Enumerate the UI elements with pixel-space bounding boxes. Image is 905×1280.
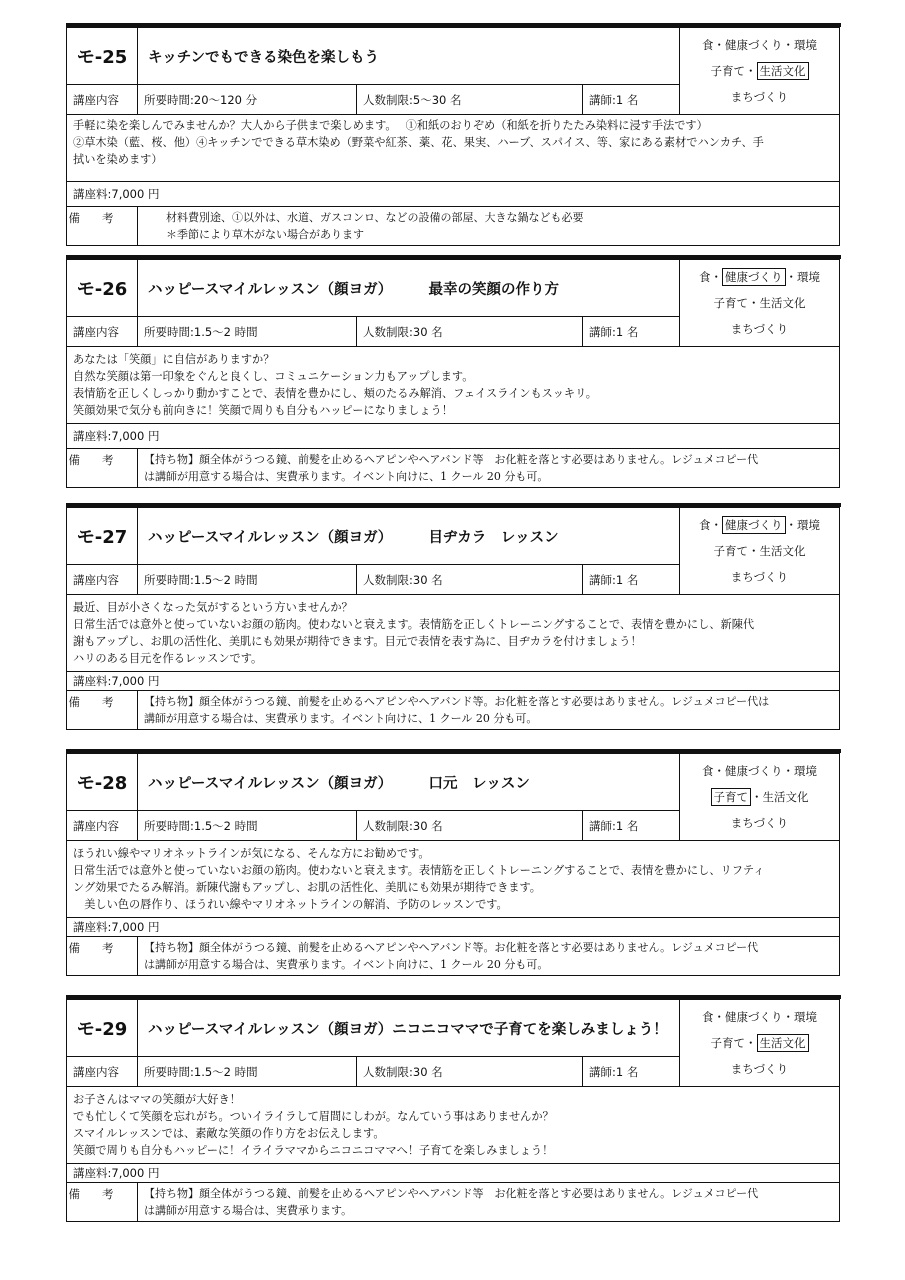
instructor-count: 講師:1 名 [589, 324, 639, 339]
remarks-line: は講師が用意する場合は、実費承ります。イベント向けに、1 クール 20 分も可。 [144, 470, 549, 483]
course-header [67, 1000, 839, 1087]
instructor-count: 講師:1 名 [589, 818, 639, 833]
info-label: 講座内容 [67, 565, 138, 594]
category-selected: 健康づくり [722, 516, 786, 534]
category-line-3: まちづくり [730, 570, 789, 584]
remarks-label: 備考 [67, 691, 138, 729]
remarks-text [138, 207, 839, 245]
description-line: あなたは「笑顔」に自信がありますか？ [73, 353, 275, 366]
remarks-row [67, 1183, 839, 1221]
category-box [680, 28, 839, 114]
remarks-text [138, 691, 839, 729]
course-fee: 講座料:7,000 円 [67, 918, 839, 937]
info-label: 講座内容 [67, 1057, 138, 1086]
category-line-1 [699, 268, 820, 286]
course-fee: 講座料:7,000 円 [67, 182, 839, 207]
remarks-line: 【持ち物】顔全体がうつる鏡、前髪を止めるヘアピンやヘアバンド等 お化粧を落とす必要はありません。レジュメコピー代 [144, 453, 759, 466]
course-fee: 講座料:7,000 円 [67, 672, 839, 691]
remarks-line: 材料費別途、①以外は、水道、ガスコンロ、などの設備の部屋、大きな鍋なども必要 [144, 211, 584, 224]
description-line: スマイルレッスンでは、素敵な笑顔の作り方をお伝えします。 [73, 1127, 385, 1140]
remarks-row [67, 207, 839, 245]
capacity: 人数制限:30 名 [357, 1057, 583, 1086]
remarks-line: は講師が用意する場合は、実費承ります。 [144, 1204, 353, 1217]
remarks-label: 備考 [67, 207, 138, 245]
course-title: ハッピースマイルレッスン（顔ヨガ） 目ヂカラ レッスン [148, 529, 559, 546]
duration: 所要時間:20～120 分 [138, 85, 357, 114]
category-selected: 生活文化 [757, 62, 809, 80]
category-line-1: 食・健康づくり・環境 [702, 38, 817, 52]
course-title: ハッピースマイルレッスン（顔ヨガ） 最幸の笑顔の作り方 [148, 281, 559, 298]
description-line: 日常生活では意外と使っていないお顔の筋肉。使わないと衰えます。表情筋を正しくトレーニングすることで、表情を豊かにし、リフティ [73, 864, 765, 877]
info-label: 講座内容 [67, 85, 138, 114]
remarks-row [67, 449, 839, 487]
duration: 所要時間:1.5～2 時間 [138, 1057, 357, 1086]
category-text: ・環境 [785, 518, 820, 532]
course-code: モ-29 [67, 1000, 138, 1056]
capacity: 人数制限:5～30 名 [357, 85, 583, 114]
remarks-label: 備考 [67, 1183, 138, 1221]
category-text: 食・ [699, 270, 722, 284]
course-header [67, 508, 839, 595]
description-line: 笑顔で周りも自分もハッピーに！イライラママからニコニコママへ！子育てを楽しみましょう！ [73, 1144, 554, 1157]
remarks-row [67, 937, 839, 975]
capacity: 人数制限:30 名 [357, 565, 583, 594]
category-line-2 [711, 62, 809, 80]
category-line-3: まちづくり [730, 1062, 789, 1076]
course-title: ハッピースマイルレッスン（顔ヨガ） 口元 レッスン [148, 775, 530, 792]
course-fee: 講座料:7,000 円 [67, 1164, 839, 1183]
course-title: キッチンでもできる染色を楽しもう [148, 49, 379, 66]
description-line: 謝もアップし、お肌の活性化、美肌にも効果が期待できます。目元で表情を表す為に、目ヂカラを付けましょう！ [73, 635, 642, 648]
remarks-line: 【持ち物】顔全体がうつる鏡、前髪を止めるヘアピンやヘアバンド等 お化粧を落とす必要はありません。レジュメコピー代 [144, 1187, 759, 1200]
remarks-label: 備考 [67, 449, 138, 487]
course-card-mo29 [66, 999, 840, 1222]
course-card-mo25 [66, 27, 840, 246]
course-description [67, 347, 839, 424]
course-description [67, 595, 839, 672]
capacity: 人数制限:30 名 [357, 317, 583, 346]
category-selected: 健康づくり [722, 268, 786, 286]
instructor-count: 講師:1 名 [589, 1064, 639, 1079]
remarks-text [138, 449, 839, 487]
description-line: ほうれい線やマリオネットラインが気になる、そんな方にお勧めです。 [73, 847, 430, 860]
category-text: 食・ [699, 518, 722, 532]
course-header [67, 260, 839, 347]
category-selected: 子育て [711, 788, 752, 806]
category-text: 子育て・ [710, 64, 757, 78]
description-line: ②草木染（藍、桜、他）④キッチンでできる草木染め（野菜や紅茶、薬、花、果実、ハーブ、スパイス、等、家にある素材でハンカチ、手 [73, 136, 764, 149]
remarks-line: ＊季節により草木がない場合があります [144, 228, 364, 241]
category-line-2: 子育て・生活文化 [713, 296, 806, 310]
remarks-line: は講師が用意する場合は、実費承ります。イベント向けに、1 クール 20 分も可。 [144, 958, 549, 971]
remarks-text [138, 1183, 839, 1221]
capacity: 人数制限:30 名 [357, 811, 583, 840]
remarks-row [67, 691, 839, 729]
category-line-2 [711, 1034, 809, 1052]
instructor-count: 講師:1 名 [589, 92, 639, 107]
category-line-3: まちづくり [730, 90, 789, 104]
remarks-line: 【持ち物】顔全体がうつる鏡、前髪を止めるヘアピンやヘアバンド等。お化粧を落とす必要はありません。レジュメコピー代 [144, 941, 759, 954]
remarks-line: 講師が用意する場合は、実費承ります。イベント向けに、1 クール 20 分も可。 [144, 712, 538, 725]
course-description [67, 841, 839, 918]
course-header [67, 28, 839, 115]
description-line: ング効果でたるみ解消。新陳代謝もアップし、お肌の活性化、美肌にも効果が期待できます。 [73, 881, 541, 894]
category-box [680, 1000, 839, 1086]
course-title: ハッピースマイルレッスン（顔ヨガ）ニコニコママで子育てを楽しみましょう！ [148, 1021, 668, 1038]
course-code: モ-26 [67, 260, 138, 316]
remarks-line: 【持ち物】顔全体がうつる鏡、前髪を止めるヘアピンやヘアバンド等。お化粧を落とす必要はありません。レジュメコピー代は [144, 695, 770, 708]
category-line-1 [699, 516, 820, 534]
category-box [680, 260, 839, 346]
description-line: お子さんはママの笑顔が大好き！ [73, 1093, 241, 1106]
description-line: 日常生活では意外と使っていないお顔の筋肉。使わないと衰えます。表情筋を正しくトレーニングすることで、表情を豊かにし、新陳代 [73, 618, 755, 631]
category-text: 子育て・ [710, 1036, 757, 1050]
description-line: 自然な笑顔は第一印象をぐんと良くし、コミュニケーション力もアップします。 [73, 370, 474, 383]
description-line: でも忙しくて笑顔を忘れがち。ついイライラして眉間にしわが。なんていう事はありませんか？ [73, 1110, 554, 1123]
course-fee: 講座料:7,000 円 [67, 424, 839, 449]
course-card-mo28 [66, 753, 840, 976]
course-code: モ-28 [67, 754, 138, 810]
description-line: 最近、目が小さくなった気がするという方いませんか？ [73, 601, 353, 614]
category-text: ・環境 [785, 270, 820, 284]
course-code: モ-25 [67, 28, 138, 84]
duration: 所要時間:1.5～2 時間 [138, 811, 357, 840]
description-line: 手軽に染を楽しんでみませんか？大人から子供まで楽しめます。 ①和紙のおりぞめ（和紙を折りたたみ染料に浸す手法です） [73, 119, 708, 132]
course-description [67, 1087, 839, 1164]
description-line: 美しい色の唇作り、ほうれい線やマリオネットラインの解消、予防のレッスンです。 [73, 898, 508, 911]
info-label: 講座内容 [67, 317, 138, 346]
category-selected: 生活文化 [757, 1034, 809, 1052]
instructor-count: 講師:1 名 [589, 572, 639, 587]
category-line-3: まちづくり [730, 816, 789, 830]
description-line: 表情筋を正しくしっかり動かすことで、表情を豊かにし、頬のたるみ解消、フェイスラインもスッキリ。 [73, 387, 597, 400]
category-line-2 [711, 788, 809, 806]
course-card-mo26 [66, 259, 840, 488]
category-line-1: 食・健康づくり・環境 [702, 1010, 817, 1024]
course-code: モ-27 [67, 508, 138, 564]
course-description [67, 115, 839, 182]
description-line: 笑顔効果で気分も前向きに！笑顔で周りも自分もハッピーになりましょう！ [73, 404, 453, 417]
category-box [680, 754, 839, 840]
description-line: ハリのある目元を作るレッスンです。 [73, 652, 263, 665]
duration: 所要時間:1.5～2 時間 [138, 565, 357, 594]
duration: 所要時間:1.5～2 時間 [138, 317, 357, 346]
description-line: 拭いを染めます） [73, 153, 163, 166]
category-line-2: 子育て・生活文化 [713, 544, 806, 558]
category-line-1: 食・健康づくり・環境 [702, 764, 817, 778]
category-box [680, 508, 839, 594]
remarks-label: 備考 [67, 937, 138, 975]
category-line-3: まちづくり [730, 322, 789, 336]
info-label: 講座内容 [67, 811, 138, 840]
course-card-mo27 [66, 507, 840, 730]
remarks-text [138, 937, 839, 975]
course-header [67, 754, 839, 841]
category-text: ・生活文化 [751, 790, 809, 804]
